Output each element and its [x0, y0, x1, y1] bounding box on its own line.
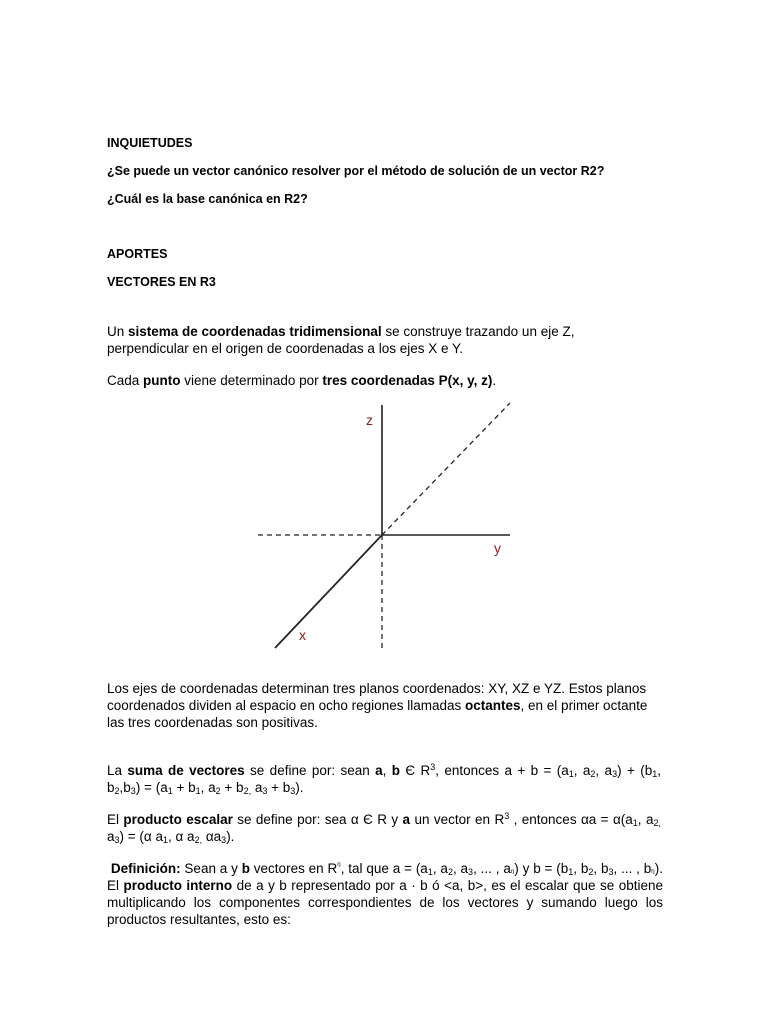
term-inner-product: producto interno — [123, 878, 233, 893]
z-axis-label: z — [366, 412, 373, 428]
paragraph-vector-sum: La suma de vectores se define por: sean a, b Є $R^3$, entonces $a + b = (a_1$, $a_2$, $a_3) + (b_1$, $b_2,b_3) = (a_1 + b_1$, $a_2 + b_{2,}$ $a_3 + b_3$). — [107, 762, 661, 796]
paragraph-scalar-product: El producto escalar se define por: sea α Є R y a un vector en $R^3$ , entonces $\alpha a = \alpha(a_1$, $a_{2,}$ $a_3) = (\alpha$ $a_1$, α $a_{2,}$ $\alpha a_3$). — [107, 811, 661, 845]
question-2: ¿Cuál es la base canónica en R2? — [107, 192, 308, 206]
y-axis-label: y — [494, 540, 501, 556]
inquietudes-heading: INQUIETUDES — [107, 136, 193, 150]
question-1: ¿Se puede un vector canónico resolver por el método de solución de un vector R2? — [107, 164, 605, 178]
aportes-heading: APORTES — [107, 247, 168, 261]
term-octants: octantes — [465, 698, 521, 713]
term-coordinate-system: sistema de coordenadas tridimensional — [128, 324, 382, 339]
term-scalar-product: producto escalar — [123, 812, 233, 827]
paragraph-point: Cada punto viene determinado por tres coordenadas P(x, y, z). — [107, 373, 497, 388]
paragraph-octants: Los ejes de coordenadas determinan tres planos coordenados: XY, XZ e YZ. Estos planos coordenados dividen al espacio en ocho regiones llamadas octantes, en el primer octante las tres coordenadas son positivas. — [107, 681, 648, 730]
term-three-coordinates: tres coordenadas P(x, y, z) — [322, 373, 493, 388]
definition-label: Definición: — [110, 861, 181, 876]
x-axis-negative — [382, 403, 510, 535]
paragraph-inner-product-definition: Definición: Sean a y b vectores en $R^ᵑ$, tal que $a = (a_1$, $a_2$, $a_3$, ... , $a_ᵑ$) y $b = (b_1$, $b_2$, $b_3$, ... , $b_ᵑ$). El producto interno de a y b representado por a · b ó <a, b>, es el escalar que se obtiene multiplicando los componentes correspondientes de los vectores y sumando luego los productos resultantes, esto es: — [107, 860, 663, 927]
paragraph-coordinate-system: Un sistema de coordenadas tridimensional se construye trazando un eje Z, perpendicular en el origen de coordenadas a los ejes X e Y. — [107, 324, 575, 356]
x-axis-label: x — [299, 627, 306, 643]
term-vector-sum: suma de vectores — [127, 763, 245, 778]
vectores-r3-heading: VECTORES EN R3 — [107, 275, 216, 289]
x-axis-positive — [275, 535, 382, 648]
term-point: punto — [143, 373, 181, 388]
